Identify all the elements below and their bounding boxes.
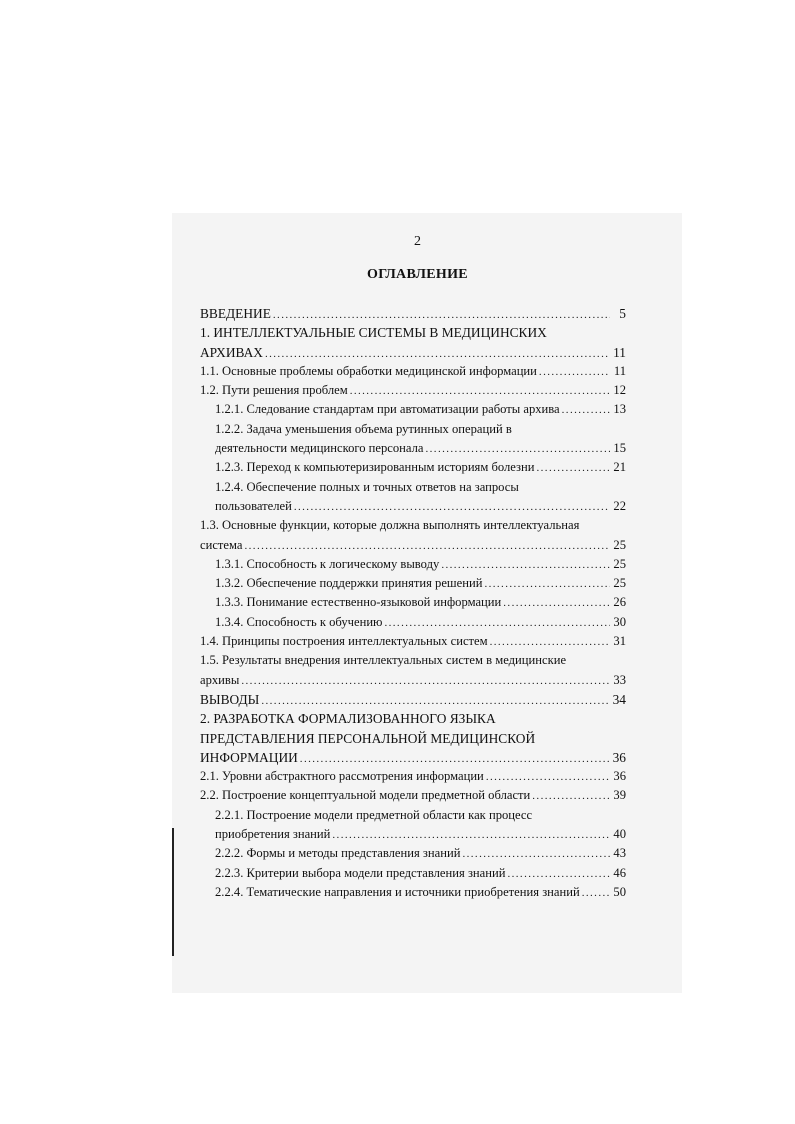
table-of-contents [200,304,626,902]
toc-entry: система ..... 25 [200,536,626,555]
toc-entry: ВВЕДЕНИЕ ..... 5 [200,304,626,323]
toc-entry: 2.2.3. Критерии выбора модели представления знаний ..... 46 [200,864,626,883]
toc-entry: 1.2. Пути решения проблем ..... 12 [200,381,626,400]
page-number: 2 [414,234,421,249]
toc-entry: 2.1. Уровни абстрактного рассмотрения информации ..... 36 [200,767,626,786]
toc-entry: 1.5. Результаты внедрения интеллектуальных систем в медицинские [200,653,567,668]
toc-entry: АРХИВАХ ..... 11 [200,343,626,362]
toc-entry: 1.2.3. Переход к компьютеризированным историям болезни ..... 21 [200,458,626,477]
toc-entry: 2.2.2. Формы и методы представления знаний ..... 43 [200,844,626,863]
toc-entry: 1.3.2. Обеспечение поддержки принятия решений ..... 25 [200,574,626,593]
toc-entry: ВЫВОДЫ ..... 34 [200,690,626,709]
toc-entry: 1.3.4. Способность к обучению ..... 30 [200,613,626,632]
toc-title: ОГЛАВЛЕНИЕ [367,267,468,282]
toc-entry: пользователей ..... 22 [200,497,626,516]
toc-entry: ИНФОРМАЦИИ ..... 36 [200,748,626,767]
toc-entry: 2.2.4. Тематические направления и источники приобретения знаний ..... 50 [200,883,626,902]
toc-entry: 2.2.1. Построение модели предметной области как процесс [215,807,533,822]
toc-entry: 1.4. Принципы построения интеллектуальных систем ..... 31 [200,632,626,651]
toc-entry: деятельности медицинского персонала ..... 15 [200,439,626,458]
toc-entry: 1.2.4. Обеспечение полных и точных ответов на запросы [215,479,519,494]
toc-entry: архивы ..... 33 [200,671,626,690]
toc-entry: 1.2.2. Задача уменьшения объема рутинных операций в [215,421,512,436]
toc-entry: 2.2. Построение концептуальной модели предметной области ..... 39 [200,786,626,805]
toc-entry: ПРЕДСТАВЛЕНИЯ ПЕРСОНАЛЬНОЙ МЕДИЦИНСКОЙ [200,730,536,746]
toc-entry: 2. РАЗРАБОТКА ФОРМАЛИЗОВАННОГО ЯЗЫКА [200,711,496,727]
toc-entry: 1.2.1. Следование стандартам при автоматизации работы архива ..... 13 [200,400,626,419]
toc-entry: 1.1. Основные проблемы обработки медицинской информации ..... 11 [200,362,626,381]
toc-entry: приобретения знаний ..... 40 [200,825,626,844]
toc-entry: 1. ИНТЕЛЛЕКТУАЛЬНЫЕ СИСТЕМЫ В МЕДИЦИНСКИХ [200,325,547,341]
binding-margin-line [172,828,174,956]
toc-entry: 1.3. Основные функции, которые должна выполнять интеллектуальная [200,518,580,533]
toc-entry: 1.3.1. Способность к логическому выводу ..... 25 [200,555,626,574]
toc-entry: 1.3.3. Понимание естественно-языковой информации ..... 26 [200,593,626,612]
